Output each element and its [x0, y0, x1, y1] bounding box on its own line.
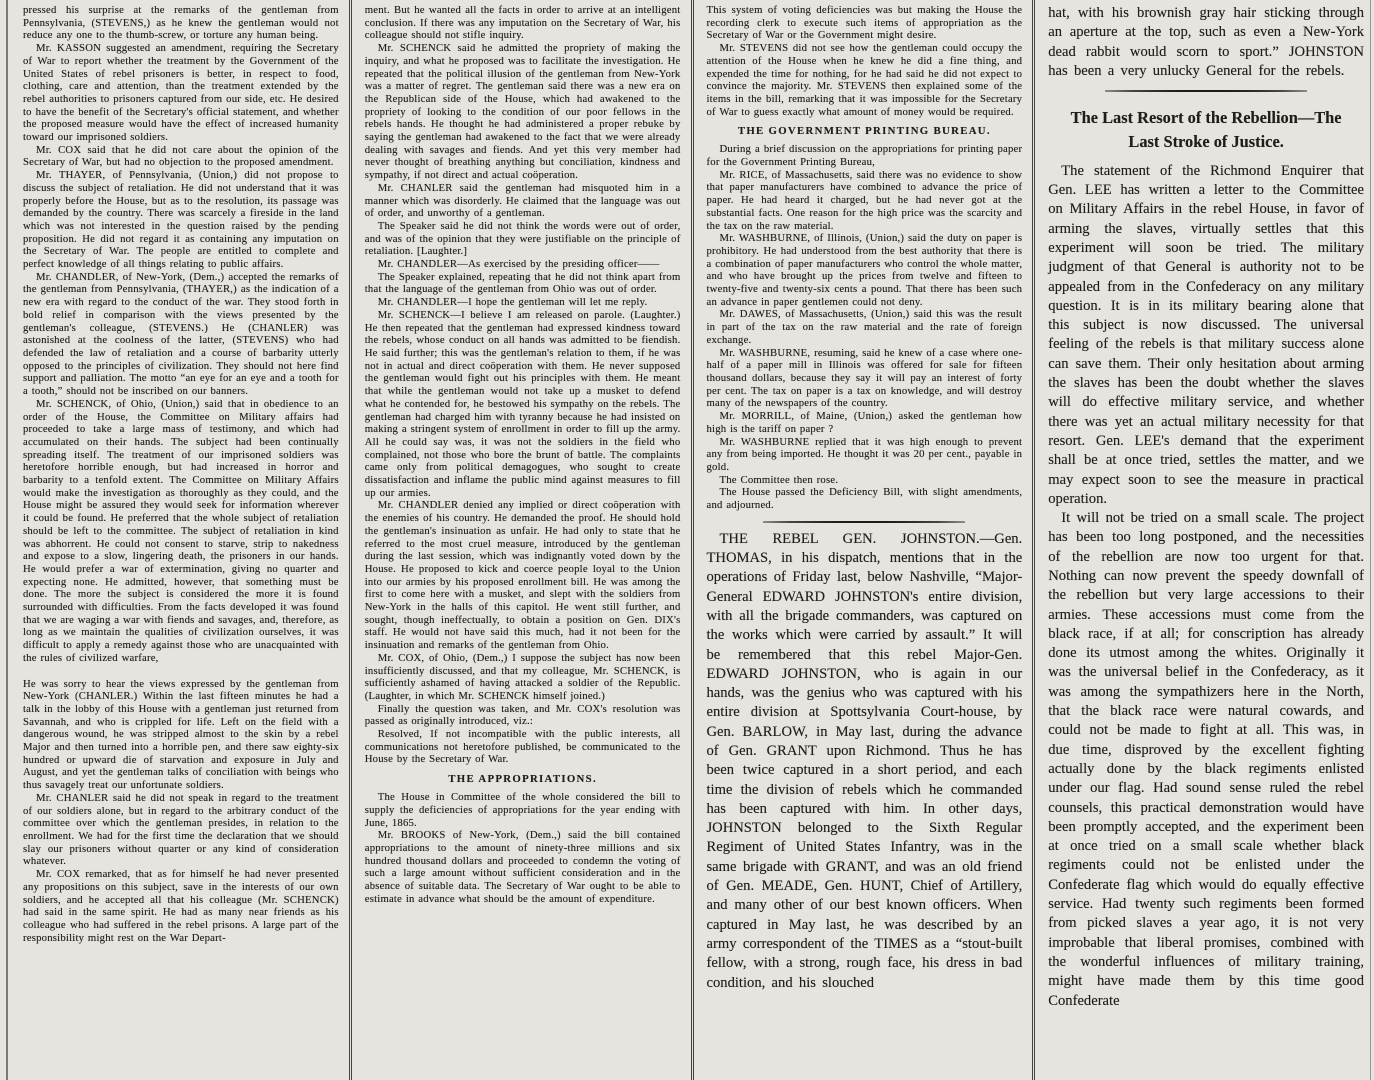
column-2: [349, 0, 691, 1080]
article-paragraph: Mr. THAYER, of Pennsylvania, (Union,) did not propose to discuss the subject of retaliation. He did not understand that it was properly before the House, but as to the resolution, its passage was demanded by the country. There was scarcely a fireside in the land which was not interested in the question raised by the pending proposition. He did not regard it as containing any imputation on the Secretary of War. The people are entitled to complete and perfect knowledge of all things relating to public affairs.: [23, 169, 339, 271]
column-3: [691, 0, 1033, 1080]
article-headline: The Last Resort of the Rebellion—The Last Stroke of Justice.: [1070, 108, 1342, 151]
column-4: [1032, 0, 1374, 1080]
article-paragraph: Mr. CHANLER said he did not speak in regard to the treatment of our soldiers alone, but in regard to the arbitrary conduct of the committee over which the gentleman presides, in relation to the enrollment. We had for the first time the declaration that we should slay our prisoners without quarter or any kind of consideration whatever.: [23, 791, 339, 868]
article-paragraph: Mr. COX, of Ohio, (Dem.,) I suppose the subject has now been insufficiently discussed, and that my colleague, Mr. SCHENCK, is sufficiently ashamed of having attacked a soldier of the Republic. (Laughter, in which Mr. SCHENCK himself joined.): [364, 651, 681, 702]
column-1: [10, 0, 349, 1080]
article-paragraph: Mr. RICE, of Massachusetts, said there was no evidence to show that paper manufacturers have combined to advance the price of paper. He had heard it charged, but he had never got at the substantial facts. One reason for the high price was the scarcity and the tax on the raw material.: [706, 168, 1023, 232]
article-paragraph: pressed his surprise at the remarks of the gentleman from Pennsylvania, (STEVENS,) as he knew the gentleman would not reduce any one to the thumb-screw, or torture any human being.: [23, 4, 339, 42]
article-paragraph: Mr. WASHBURNE replied that it was high enough to prevent any from being imported. He thought it was 20 per cent., payable in gold.: [706, 435, 1023, 473]
article-paragraph: Mr. SCHENCK—I believe I am released on parole. (Laughter.) He then repeated that the gentleman had expressed kindness toward the rebels, whose conduct on all hands was admitted to be fiendish. He said further; this was the gentleman's relation to them, if he was not in actual and direct coöperation with them. He never supposed the gentleman would fight out his principles with them. He meant that while the gentleman would not take up a musket to defend what he contended for, he bestowed his sympathy on the rebels. The gentleman had charged him with tyranny because he had insisted on making a stringent system of enrollment in order to fill up the army. All he could say was, it was not the soldiers in the field who complained, not those who bore the brunt of battle. The complaints came only from political demagogues, who sought to create dissatisfaction and inflame the public mind against measures to fill up our armies.: [364, 308, 681, 499]
article-paragraph: Mr. CHANDLER, of New-York, (Dem.,) accepted the remarks of the gentleman from Pennsylvania, (THAYER,) as the indication of a new era with regard to the conduct of the war. They stood forth in bold relief in comparison with the views presented by the gentleman's colleague, (STEVENS.) He (CHANLER) was astonished at the coolness of the latter, (STEVENS) who had defended the law of retaliation and a course of barbarity utterly opposed to the principles of civilization. They should not here find support and palliation. The motto “an eye for an eye and a tooth for a tooth,” should not be inscribed on our banners.: [23, 270, 339, 398]
article-paragraph: It will not be tried on a small scale. The project has been too long postponed, and the necessities of the rebellion are now too urgent for that. Nothing can now prevent the speedy downfall of the rebellion but very large accessions to their armies. These accessions must come from the black race, if at all; for conscription has already done its utmost among the whites. Originally it was the universal belief in the Confederacy, as it was among the sympathizers here in the North, that the black race were natural cowards, and could not be made to fight at all. This was, in due time, disproved by the excellent fighting actually done by the black regiments enlisted under our flag. Had sound sense ruled the rebel counsels, this practical demonstration would have been promptly accepted, and the experiment been at once tried on a small scale whether black regiments could not be enlisted under the Confederate flag which would do equally effective service. Had twenty such regiments been formed from picked slaves a year ago, it is not very improbable that liberal promises, combined with the wonderful influences of military training, might have made them by this time good Confederate: [1048, 510, 1364, 1009]
divider-line: [1105, 90, 1307, 92]
article-paragraph: Mr. KASSON suggested an amendment, requiring the Secretary of War to report whether the treatment by the Government of the United States of rebel prisoners is better, in respect to food, clothing, care and attention, than the treatment extended by the rebel authorities to prisoners captured from our side, etc. He desired to have the benefit of the Secretary's official statement, and whether the proposed measure would have the effect of increased humanity toward our imprisoned soldiers.: [23, 42, 339, 144]
divider-line: [763, 521, 965, 523]
article-paragraph: The House in Committee of the whole considered the bill to supply the deficiencies of appropriations for the year ending with June, 1865.: [364, 791, 681, 829]
article-paragraph: The statement of the Richmond Enquirer that Gen. LEE has written a letter to the Committee on Military Affairs in the rebel House, in favor of arming the slaves, virtually settles that this experiment will soon be tried. The military judgment of that General is authority not to be appealed from in the Confederacy on any military question. It is in its military bearing alone that this subject is now discussed. The universal feeling of the rebels is that military success alone can save them. Their only hesitation about arming the slaves has been the doubt whether the slaves will do effective military service, and whether there was yet an actual military necessity for that resort. Gen. LEE's demand that the experiment shall be at once tried, settles the matter, and we may expect soon to see the measure in practical operation.: [1048, 162, 1364, 507]
article-paragraph: The Committee then rose.: [719, 473, 839, 486]
article-paragraph: THE REBEL GEN. JOHNSTON.—Gen. THOMAS, in his dispatch, mentions that in the operations of Friday last, below Nashville, “Major-General EDWARD JOHNSTON's entire division, with all the brigade commanders, was captured on the works which were carried by assault.” It will be remembered that this rebel Major-Gen. EDWARD JOHNSTON, who is again in our hands, was the genius who was captured with his entire division at Spottsylvania Court-house, by Gen. BARLOW, in May last, during the advance of Gen. GRANT upon Richmond. Thus he has been twice captured in a short period, and each time the division of rebels which he commanded has been captured with him. In other days, JOHNSTON belonged to the Sixth Regular Regiment of United States Infantry, was in the same brigade with GRANT, and was an old friend of Gen. MEADE, Gen. HUNT, Chief of Artillery, and many other of our best known officers. When captured in May last, he was described by an army correspondent of the TIMES as a “stout-built fellow, with a strong, rough face, his dress in bad condition, and his slouched: [706, 530, 1023, 991]
article-paragraph: Mr. DAWES, of Massachusetts, (Union,) said this was the result in part of the tax on the raw material and the rate of foreign exchange.: [706, 308, 1023, 346]
article-paragraph: Mr. COX said that he did not care about the opinion of the Secretary of War, but had no objection to the proposed amendment.: [23, 143, 339, 169]
article-paragraph: The Speaker said he did not think the words were out of order, and was of the opinion that they were justifiable on the principle of retaliation. [Laughter.]: [364, 219, 681, 258]
article-paragraph: Mr. WASHBURNE, resuming, said he knew of a case where one-half of a paper mill in Illinois was offered for sale for fifteen thousand dollars, because they say it will pay an interest of forty per cent. The tax on paper is a tax on knowledge, and will destroy many of the newspapers of the country.: [706, 346, 1023, 410]
article-paragraph: Mr. BROOKS of New-York, (Dem.,) said the bill contained appropriations to the amount of ninety-three millions and six hundred thousand dollars and proceeded to condemn the voting of such a large amount without sufficient consideration and in the absence of suitable data. The Secretary of War ought to be able to estimate in advance what should be the amount of expenditure.: [364, 829, 681, 905]
article-paragraph: During a brief discussion on the appropriations for printing paper for the Government Printing Bureau,: [706, 143, 1023, 169]
article-paragraph: Mr. WASHBURNE, of Illinois, (Union,) said the duty on paper is prohibitory. He had understood from the best authority that there is a combination of paper manufacturers who control the whole matter, and who have brought up the prices from twelve and fifteen to twenty-five and twenty-six cents a pound. That there has been such an advance in paper gentlemen could not deny.: [706, 232, 1023, 308]
article-paragraph: He was sorry to hear the views expressed by the gentleman from New-York (CHANLER.) Within the last fifteen minutes he had a talk in the lobby of this House with a gentleman just returned from Savannah, and who is crippled for life. Left on the field with a dangerous wound, he was stripped almost to the skin by a rebel Major and then turned into a horrible pen, and there saw eighty-six hundred or upward die of starvation and exposure in July and August, and yet the gentleman talks of conciliation with beings who thus savagely treat our unfortunate soldiers.: [23, 677, 339, 792]
section-divider: [707, 512, 1023, 530]
article-paragraph: Mr. CHANDLER—As exercised by the presiding officer——: [377, 258, 660, 271]
article-paragraph: Resolved, If not incompatible with the public interests, all communications not heretofore published, be communicated to the House by the Secretary of War.: [364, 728, 681, 766]
article-paragraph: Mr. MORRILL, of Maine, (Union,) asked the gentleman how high is the tariff on paper ?: [706, 410, 1023, 435]
article-paragraph: ment. But he wanted all the facts in order to arrive at an intelligent conclusion. If there was any imputation on the Secretary of War, his colleague should not stifle inquiry.: [364, 4, 681, 42]
article-paragraph: The House passed the Deficiency Bill, with slight amendments, and adjourned.: [706, 486, 1023, 512]
article-paragraph: Mr. SCHENCK said he admitted the propriety of making the inquiry, and what he proposed was to facilitate the investigation. He repeated that the political illusion of the gentleman from New-York was a matter of regret. The gentleman said there was a new era on the Republican side of the House, which had awakened to the propriety of looking to the condition of our poor fellows in the rebels hands. He thought he had administered a proper rebuke by saying the gentleman had awakened to the fact that we were already dealing with savages and fiends. And yet this very member had never thought of breathing anything but conciliation, kindness and sympathy, if not direct and actual coöperation.: [364, 42, 681, 182]
article-paragraph: Finally the question was taken, and Mr. COX's resolution was passed as originally introduced, viz.:: [364, 702, 681, 728]
article-paragraph: Mr. SCHENCK, of Ohio, (Union,) said that in obedience to an order of the House, the Committee on Military affairs had proceeded to take a large mass of testimony, and which had accumulated on their hands. The subject had been continually spreading itself. The treatment of our imprisoned soldiers was heretofore horrible enough, but had increased in horror and barbarity to a tenfold extent. The Committee on Military Affairs would make the investigation as thoroughly as they could, and the House might be assured they would seek for information wherever it could be found. He preferred that the whole subject of retaliation should be left to the committee. The subject of retaliation in kind was abhorrent. He could not consent to starve, strip to nakedness and expose to a slow, lingering death, the prisoners in our hands. He would prefer a war of extermination, giving no quarter and expecting none. He admitted, however, that something must be done. The more the subject is considered the more it is found surrounded with difficulties. From the facts developed it was found that we are waging a war with fiends and savages, and, therefore, as long as we maintain the qualities of civilization ourselves, it was difficult to apply a remedy against those who are unacquainted with the rules of civilized warfare,: [23, 397, 339, 664]
section-heading: THE APPROPRIATIONS.: [448, 773, 597, 786]
article-paragraph: Mr. CHANLER said the gentleman had misquoted him in a manner which was disorderly. He claimed that the language was out of order, and unworthy of a gentleman.: [364, 181, 681, 220]
article-paragraph: Mr. CHANDLER denied any implied or direct coöperation with the enemies of his country. He demanded the proof. He should hold the gentleman's insinuation as unfair. He had only to state that he referred to the most cruel measure, introduced by the gentleman during the last session, which was indignantly voted down by the House. He proposed to kick and coerce people loyal to the Union into our armies by his proposed enrollment bill. He was among the first to come here with a musket, and slept with the soldiers from New-York in the halls of this capitol. He went still further, and sought, though ineffectually, to obtain a position on Gen. DIX's staff. He would not have said this much, had it not been for the insinuation and remarks of the gentleman from Ohio.: [364, 499, 681, 652]
article-paragraph: hat, with his brownish gray hair sticking through an aperture at the top, such as even a New-York dead rabbit would scorn to sport.” JOHNSTON has been a very unlucky General for the rebels.: [1048, 5, 1364, 79]
article-paragraph: The Speaker explained, repeating that he did not think apart from that the language of the gentleman from Ohio was out of order.: [364, 270, 681, 296]
article-paragraph: Mr. COX remarked, that as for himself he had never presented any propositions on this subject, save in the interests of our own soldiers, and he accepted all that his colleague (Mr. SCHENCK) had said in the same spirit. He had as many near friends as his colleague who had suffered in the rebel prisons. A large part of the responsibility might rest on the War Depart-: [23, 868, 339, 944]
article-paragraph: Mr. STEVENS did not see how the gentleman could occupy the attention of the House when he knew he did a fine thing, and expended the time for nothing, for he had said he did not expect to convince the majority. Mr. STEVENS then explained some of the items in the bill, remarking that it was impossible for the Secretary of War to guess exactly what amount of money would be required.: [706, 42, 1023, 118]
article-paragraph: Mr. CHANDLER—I hope the gentleman will let me reply.: [377, 296, 648, 309]
section-heading: THE GOVERNMENT PRINTING BUREAU.: [737, 125, 991, 138]
section-divider: [1048, 81, 1364, 99]
article-paragraph: This system of voting deficiencies was but making the House the recording clerk to execute such items of appropriation as the Secretary of War or the Government might desire.: [706, 4, 1023, 42]
